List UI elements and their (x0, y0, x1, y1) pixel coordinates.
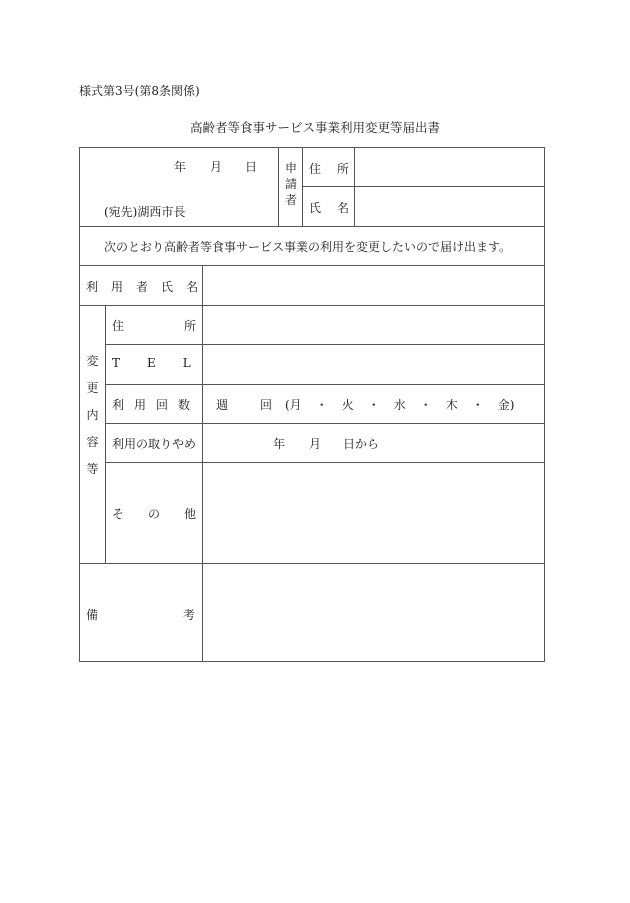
change-frequency-label: 利 用 回 数 (112, 398, 191, 412)
applicant-name-field[interactable] (356, 188, 542, 224)
weekday-options: (月 ・ 火 ・ 水 ・ 木 ・ 金) (285, 398, 515, 412)
divider (80, 226, 544, 227)
frequency-times-label: 回 (260, 398, 273, 412)
divider (105, 305, 106, 563)
divider (302, 186, 544, 187)
date-year-label: 年 (174, 160, 187, 174)
frequency-week-label: 週 (216, 398, 229, 412)
divider (105, 462, 544, 463)
applicant-name-label: 氏 名 (309, 201, 350, 215)
divider (105, 423, 544, 424)
user-name-field[interactable] (204, 268, 542, 303)
applicant-address-field[interactable] (356, 150, 542, 184)
cancel-year-label: 年 (273, 437, 286, 451)
user-name-label: 利 用 者 氏 名 (86, 280, 199, 294)
divider (278, 148, 279, 226)
addressee: (宛先)湖西市長 (104, 205, 186, 219)
cancel-day-from-label: 日から (343, 437, 380, 451)
form-title: 高齢者等食事サービス事業利用変更等届出書 (189, 120, 440, 135)
statement-text: 次のとおり高齢者等食事サービス事業の利用を変更したいので届け出ます。 (104, 240, 512, 254)
remarks-label: 備 考 (86, 608, 196, 622)
divider (105, 344, 544, 345)
form-table (79, 147, 545, 662)
applicant-address-label: 住 所 (309, 162, 350, 176)
change-cancel-label: 利用の取りやめ (112, 437, 197, 451)
change-tel-label: T E L (112, 356, 191, 370)
change-other-label: そ の 他 (112, 507, 197, 521)
cancel-month-label: 月 (309, 437, 322, 451)
change-address-field[interactable] (204, 307, 542, 342)
remarks-field[interactable] (204, 565, 542, 661)
applicant-label: 申 請 者 (284, 161, 297, 207)
divider (354, 148, 355, 226)
date-month-label: 月 (210, 160, 223, 174)
change-address-label: 住 所 (112, 319, 197, 333)
divider (202, 265, 203, 661)
divider (302, 148, 303, 226)
changes-group-label: 変 更 内 容 等 (86, 354, 99, 476)
change-tel-field[interactable] (204, 346, 542, 382)
date-day-label: 日 (245, 160, 258, 174)
divider (105, 384, 544, 385)
divider (80, 265, 544, 266)
divider (80, 563, 544, 564)
change-other-field[interactable] (204, 464, 542, 561)
form-number: 様式第3号(第8条関係) (79, 84, 200, 98)
divider (80, 305, 544, 306)
